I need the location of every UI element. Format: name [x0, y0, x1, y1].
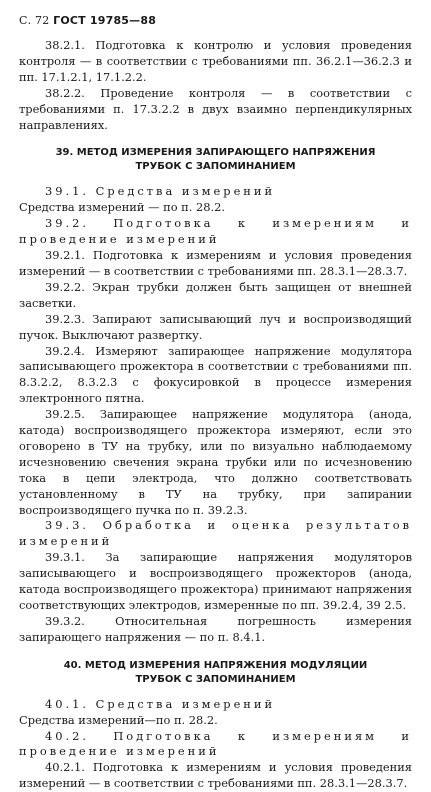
paragraph-39-2-4: 39.2.4. Измеряют запирающее напряжение модулятора записывающего прожектора в соответствии с требованиями пп. 8.3.2.2, 8.3.2.3 с фокусировкой в процессе измерения электронного пятна. — [19, 343, 412, 406]
page-header — [19, 14, 156, 27]
paragraph-39-2-3: 39.2.3. Запирают записывающий луч и воспроизводящий пучок. Выключают развертку. — [19, 311, 412, 342]
paragraph-39-3-1: 39.3.1. За запирающие напряжения модуляторов записывающего и воспроизводящего прожекторов (анода, катода воспроизводящего прожектора) принимают напряжения соответствующих электродов, измеренные по пп. 39.2.4, 39 2.5. — [19, 550, 412, 612]
section-39-title-line1: 39. МЕТОД ИЗМЕРЕНИЯ ЗАПИРАЮЩЕГО НАПРЯЖЕНИЯ — [55, 147, 376, 159]
paragraph-38-2-2: 38.2.2. Проведение контроля — в соответствии с требованиями п. 17.3.2.2 в двух взаимно перпендикулярных направлениях. — [19, 85, 412, 132]
standard-number: ГОСТ 19785—88 — [53, 14, 157, 27]
section-40-title-line1: 40. МЕТОД ИЗМЕРЕНИЯ НАПРЯЖЕНИЯ МОДУЛЯЦИИ — [63, 659, 368, 671]
subsection-39-1-title: 39.1. Средства измерений — [45, 184, 276, 199]
page-number: С. 72 — [19, 14, 50, 27]
paragraph-39-3-2: 39.3.2. Относительная погрешность измерения запирающего напряжения — по п. 8.4.1. — [19, 613, 412, 644]
subsection-40-1-title: 40.1. Средства измерений — [45, 696, 276, 711]
document-body — [19, 38, 412, 792]
section-39-title-line2: ТРУБОК С ЗАПОМИНАНИЕМ — [135, 161, 296, 173]
subsection-40-2-title: 40.2. Подготовка к измерениям и проведение измерений — [19, 728, 412, 759]
subsection-39-2-title: 39.2. Подготовка к измерениям и проведение измерений — [19, 216, 412, 247]
paragraph-39-2-2: 39.2.2. Экран трубки должен быть защищен от внешней засветки. — [19, 279, 412, 310]
paragraph-39-1: Средства измерений — по п. 28.2. — [19, 200, 225, 215]
paragraph-39-2-5: 39.2.5. Запирающее напряжение модулятора (анода, катода) воспроизводящего прожектора измеряют, если это оговорено в ТУ на трубку, или по визуально наблюдаемому исчезновению свечения экрана трубки или по исчезновению тока в цепи электрода, что должно соответствовать установленному в ТУ на трубку, при запирании воспроизводящего пучка по п. 39.2.3. — [19, 407, 412, 517]
section-40-title-line2: ТРУБОК С ЗАПОМИНАНИЕМ — [135, 673, 296, 685]
paragraph-40-1: Средства измерений—по п. 28.2. — [19, 712, 218, 727]
paragraph-39-2-1: 39.2.1. Подготовка к измерениям и условия проведения измерений — в соответствии с требованиями пп. 28.3.1—28.3.7. — [19, 248, 412, 278]
subsection-39-3-title: 39.3. Обработка и оценка результатов измерений — [19, 518, 412, 549]
paragraph-40-2-1: 40.2.1. Подготовка к измерениям и условия проведения измерений — в соответствии с требованиями пп. 28.3.1—28.3.7. — [19, 760, 412, 791]
paragraph-38-2-1: 38.2.1. Подготовка к контролю и условия проведения контроля — в соответствии с требованиями пп. 36.2.1—36.2.3 и пп. 17.1.2.1, 17.1.2.2. — [19, 38, 412, 84]
